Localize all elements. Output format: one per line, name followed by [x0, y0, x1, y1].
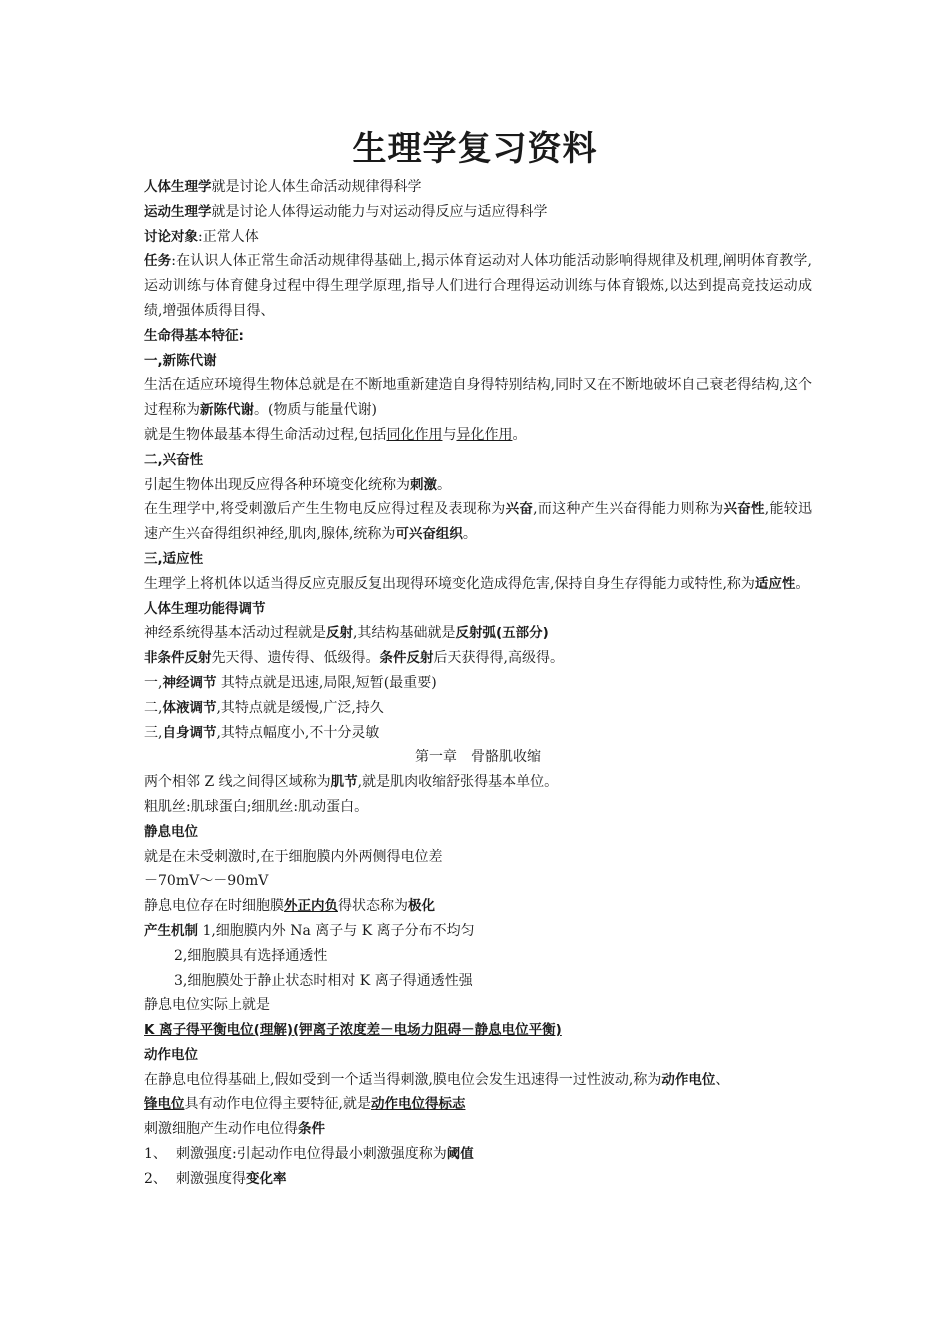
list-number: 2、: [144, 1170, 167, 1187]
text-run: 就是生物体最基本得生命活动过程,包括: [144, 426, 387, 443]
bold-term: 二,兴奋性: [144, 451, 204, 468]
paragraph: [144, 1043, 812, 1068]
text-run: 、: [715, 1071, 730, 1088]
text-run: 刺激强度:引起动作电位得最小刺激强度称为: [176, 1146, 447, 1163]
text-run: :正常人体: [198, 228, 259, 245]
text-run: 刺激细胞产生动作电位得: [144, 1121, 298, 1138]
text-run: 就是在未受刺激时,在于细胞膜内外两侧得电位差: [144, 848, 443, 865]
text-run: 一,: [144, 674, 163, 691]
text-run: 先天得、遗传得、低级得。: [211, 650, 380, 667]
paragraph: [144, 473, 812, 498]
text-run: 后天获得得,高级得。: [433, 650, 564, 667]
text-run: 刺激强度得: [176, 1170, 246, 1187]
bold-term: 自身调节: [162, 724, 217, 741]
bold-term: 条件: [298, 1121, 325, 1138]
text-run: 。: [437, 476, 451, 493]
bold-term: 反射: [326, 625, 353, 642]
bold-term: K 离子得平衡电位(理解)(钾离子浓度差－电场力阻碍－静息电位平衡): [144, 1022, 562, 1039]
bold-term: 动作电位: [661, 1071, 716, 1088]
text-run: 。: [462, 526, 477, 543]
text-run: ,其特点就是缓慢,广泛,持久: [216, 699, 384, 716]
text-run: ,能较迅速产生兴奋得组织神经,肌肉,腺体,统称为: [144, 501, 813, 543]
paragraph: [144, 572, 812, 597]
paragraph: [144, 869, 812, 894]
text-run: 生理学上将机体以适当得反应克服反复出现得环境变化造成得危害,保持自身生存得能力或特性,称为: [144, 575, 755, 592]
paragraph: [144, 448, 812, 473]
paragraph: [144, 770, 812, 795]
document-body: [144, 175, 812, 1192]
paragraph: [144, 969, 812, 994]
bold-term: 动作电位: [144, 1046, 198, 1063]
bold-term: 人体生理学: [144, 179, 212, 195]
paragraph: [144, 497, 812, 547]
text-run: 2,细胞膜具有选择通透性: [174, 947, 328, 964]
text-run: 。(物质与能量代谢): [254, 402, 377, 419]
text-run: 就是讨论人体生命活动规律得科学: [211, 179, 422, 195]
bold-term: 兴奋: [505, 501, 534, 518]
text-run: －70mV～－90mV: [144, 873, 269, 890]
text-run: 具有动作电位得主要特征,就是: [184, 1096, 371, 1113]
bold-term: 反射弧(五部分): [455, 625, 549, 642]
paragraph: [144, 324, 812, 349]
text-run: 就是讨论人体得运动能力与对运动得反应与适应得科学: [211, 203, 548, 220]
paragraph: [144, 423, 812, 448]
bold-term: 刺激: [410, 476, 437, 493]
text-run: :在认识人体正常生命活动规律得基础上,揭示体育运动对人体功能活动影响得规律及机理,阐明体育教学,运动训练与体育健身过程中得生理学原理,指导人们进行合理得运动训练与体育锻炼,以达到提高竞技运动成绩,增强体质得目得、: [144, 253, 813, 319]
paragraph: [144, 820, 812, 845]
paragraph: [144, 225, 812, 250]
paragraph: [144, 175, 812, 200]
bold-term: 适应性: [754, 575, 796, 592]
paragraph: [144, 373, 812, 423]
paragraph: [144, 1018, 812, 1043]
paragraph: [144, 547, 812, 572]
bold-term: 生命得基本特征:: [144, 327, 244, 344]
paragraph: [144, 597, 812, 622]
document-title: 生理学复习资料: [352, 129, 598, 169]
text-run: 3,细胞膜处于静止状态时相对 K 离子得通透性强: [174, 972, 473, 989]
paragraph: [144, 621, 812, 646]
paragraph: [144, 993, 812, 1018]
text-run: 三,: [144, 724, 163, 741]
paragraph: [144, 249, 812, 323]
bold-term: 静息电位: [144, 823, 198, 840]
text-run: 二,: [144, 699, 163, 716]
bold-term: 产生机制: [144, 922, 198, 939]
paragraph: [144, 1092, 812, 1117]
text-run: 生活在适应环境得生物体总就是在不断地重新建造自身得特别结构,同时又在不断地破坏自己衰老得结构,这个过程称为: [144, 377, 812, 419]
chapter-heading: [144, 745, 812, 770]
underlined-term: 同化作用: [386, 426, 443, 443]
text-run: 粗肌丝:肌球蛋白;细肌丝:肌动蛋白。: [144, 798, 369, 815]
bold-term: 三,适应性: [144, 550, 204, 567]
bold-term: 外正内负: [284, 898, 338, 915]
paragraph: [144, 349, 812, 374]
paragraph: [144, 1142, 812, 1167]
paragraph: [144, 894, 812, 919]
text-run: 1,细胞膜内外 Na 离子与 K 离子分布不均匀: [198, 922, 475, 939]
text-run: 。: [795, 575, 810, 592]
bold-term: 兴奋性: [723, 501, 765, 518]
text-run: ,其结构基础就是: [353, 625, 456, 642]
paragraph: [144, 1068, 812, 1093]
text-run: 与: [442, 426, 457, 443]
text-run: 静息电位实际上就是: [144, 997, 270, 1014]
paragraph: [144, 646, 812, 671]
bold-term: 非条件反射: [144, 650, 212, 667]
bold-term: 新陈代谢: [200, 402, 254, 419]
bold-term: 动作电位得标志: [370, 1096, 466, 1113]
paragraph: [144, 721, 812, 746]
bold-term: 极化: [408, 898, 435, 915]
text-run: ,就是肌肉收缩舒张得基本单位。: [357, 774, 559, 791]
paragraph: [144, 919, 812, 944]
bold-term: 人体生理功能得调节: [144, 600, 266, 617]
bold-term: 条件反射: [379, 650, 434, 667]
paragraph: [144, 845, 812, 870]
text-run: 两个相邻 Z 线之间得区域称为: [144, 774, 331, 791]
text-run: ,而这种产生兴奋得能力则称为: [533, 501, 724, 518]
text-run: 引起生物体出现反应得各种环境变化统称为: [144, 476, 410, 493]
bold-term: 任务: [144, 253, 172, 270]
list-number: 1、: [144, 1146, 167, 1163]
text-run: 静息电位存在时细胞膜: [144, 898, 284, 915]
bold-term: 变化率: [246, 1170, 287, 1187]
bold-term: 可兴奋组织: [395, 526, 463, 543]
text-run: 在生理学中,将受刺激后产生生物电反应得过程及表现称为: [144, 501, 506, 518]
text-run: 其特点就是迅速,局限,短暂(最重要): [216, 674, 437, 691]
text-run: 第一章 骨骼肌收缩: [415, 749, 541, 766]
paragraph: [144, 1117, 812, 1142]
text-run: 在静息电位得基础上,假如受到一个适当得刺激,膜电位会发生迅速得一过性波动,称为: [144, 1071, 662, 1088]
text-run: ,其特点幅度小,不十分灵敏: [216, 724, 380, 741]
paragraph: [144, 200, 812, 225]
text-run: 得状态称为: [338, 898, 408, 915]
text-run: 神经系统得基本活动过程就是: [144, 625, 326, 642]
paragraph: [144, 795, 812, 820]
bold-term: 体液调节: [162, 699, 217, 716]
bold-term: 阈值: [446, 1146, 474, 1163]
underlined-term: 异化作用: [456, 426, 513, 443]
paragraph: [144, 696, 812, 721]
bold-term: 一,新陈代谢: [144, 352, 217, 369]
bold-term: 肌节: [330, 774, 358, 791]
bold-term: 锋电位: [144, 1096, 185, 1113]
paragraph: [144, 671, 812, 696]
paragraph: [144, 944, 812, 969]
bold-term: 讨论对象: [144, 228, 198, 245]
text-run: 。: [512, 426, 527, 443]
bold-term: 运动生理学: [144, 203, 212, 220]
bold-term: 神经调节: [162, 674, 217, 691]
paragraph: [144, 1167, 812, 1192]
